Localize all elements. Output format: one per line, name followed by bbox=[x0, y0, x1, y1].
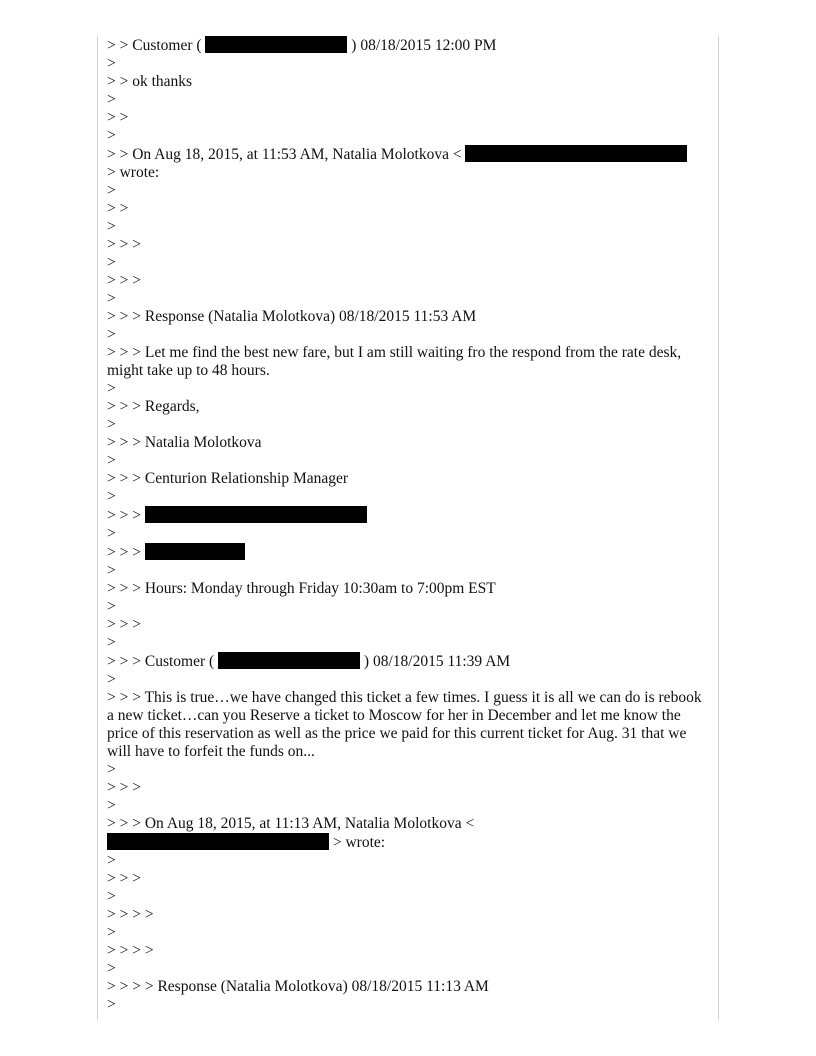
signature-line: > > > Natalia Molotkova bbox=[107, 434, 262, 451]
reply-header-line: > > > On Aug 18, 2015, at 11:13 AM, Natalia Molotkova < bbox=[107, 815, 475, 832]
quote-line: > bbox=[107, 218, 116, 235]
quote-line: > bbox=[107, 380, 116, 397]
text-line: ) 08/18/2015 12:00 PM bbox=[351, 37, 497, 54]
quote-line: > > > bbox=[107, 616, 141, 633]
quote-line: > > bbox=[107, 200, 129, 217]
quote-line: > bbox=[107, 91, 116, 108]
quote-line: > bbox=[107, 525, 116, 542]
customer-header-line bbox=[107, 652, 707, 671]
response-header-line: > > > Response (Natalia Molotkova) 08/18/2015 11:53 AM bbox=[107, 308, 477, 325]
signature-line bbox=[107, 543, 707, 562]
redaction-block bbox=[205, 36, 347, 53]
signature-line: > > > Regards, bbox=[107, 398, 200, 415]
text-line: > wrote: bbox=[329, 834, 386, 851]
message-line: > > > This is true…we have changed this ticket a few times. I guess it is all we can do is rebook a new ticket…can you Reserve a ticket to Moscow for her in December and let me know the price of this reservation as well as the price we paid for this current ticket for Aug. 31 that we will have to forfeit the funds on... bbox=[107, 689, 706, 760]
text-line: > > > bbox=[107, 544, 141, 561]
quote-line: > bbox=[107, 182, 116, 199]
redaction-block bbox=[145, 543, 245, 560]
text-line: > > > bbox=[107, 507, 141, 524]
redaction-block bbox=[465, 145, 687, 162]
response-header-line: > > > > Response (Natalia Molotkova) 08/18/2015 11:13 AM bbox=[107, 978, 489, 995]
quote-line: > > > bbox=[107, 870, 141, 887]
redaction-block bbox=[107, 833, 329, 850]
quote-line: > bbox=[107, 797, 116, 814]
message-line: > > ok thanks bbox=[107, 73, 193, 90]
quote-line: > bbox=[107, 290, 116, 307]
quote-line: > > > > bbox=[107, 906, 154, 923]
text-line: > > Customer ( bbox=[107, 37, 202, 54]
message-line: > > > Let me find the best new fare, but I am still waiting fro the respond from the rate desk, might take up to 48 hours. bbox=[107, 344, 686, 379]
quote-line: > > > bbox=[107, 236, 141, 253]
quote-line: > bbox=[107, 326, 116, 343]
reply-header-line: > wrote: bbox=[107, 164, 160, 181]
quote-line: > bbox=[107, 416, 116, 433]
quote-line: > bbox=[107, 761, 116, 778]
quote-line: > > > > bbox=[107, 942, 154, 959]
quote-line: > bbox=[107, 888, 116, 905]
quote-line: > bbox=[107, 671, 116, 688]
quote-line: > bbox=[107, 488, 116, 505]
quote-line: > bbox=[107, 960, 116, 977]
quote-line: > bbox=[107, 634, 116, 651]
quote-line: > bbox=[107, 55, 116, 72]
signature-line: > > > Centurion Relationship Manager bbox=[107, 470, 349, 487]
quote-line: > bbox=[107, 562, 116, 579]
text-line: > > On Aug 18, 2015, at 11:53 AM, Natalia Molotkova < bbox=[107, 146, 462, 163]
quote-line: > bbox=[107, 598, 116, 615]
text-line: ) 08/18/2015 11:39 AM bbox=[363, 653, 511, 670]
quote-line: > bbox=[107, 852, 116, 869]
quote-line: > bbox=[107, 452, 116, 469]
quote-line: > bbox=[107, 996, 116, 1013]
customer-header-line bbox=[107, 36, 707, 55]
quote-line: > > bbox=[107, 109, 129, 126]
reply-header-line bbox=[107, 833, 707, 852]
quote-line: > > > bbox=[107, 272, 141, 289]
signature-line: > > > Hours: Monday through Friday 10:30am to 7:00pm EST bbox=[107, 580, 496, 597]
quote-line: > > > bbox=[107, 779, 141, 796]
text-line: > > > Customer ( bbox=[107, 653, 215, 670]
signature-line bbox=[107, 506, 707, 525]
quote-line: > bbox=[107, 127, 116, 144]
quote-line: > bbox=[107, 254, 116, 271]
redaction-block bbox=[218, 652, 360, 669]
quote-line: > bbox=[107, 924, 116, 941]
reply-header-line bbox=[107, 145, 707, 164]
email-thread-body bbox=[107, 36, 707, 1014]
redaction-block bbox=[145, 506, 367, 523]
